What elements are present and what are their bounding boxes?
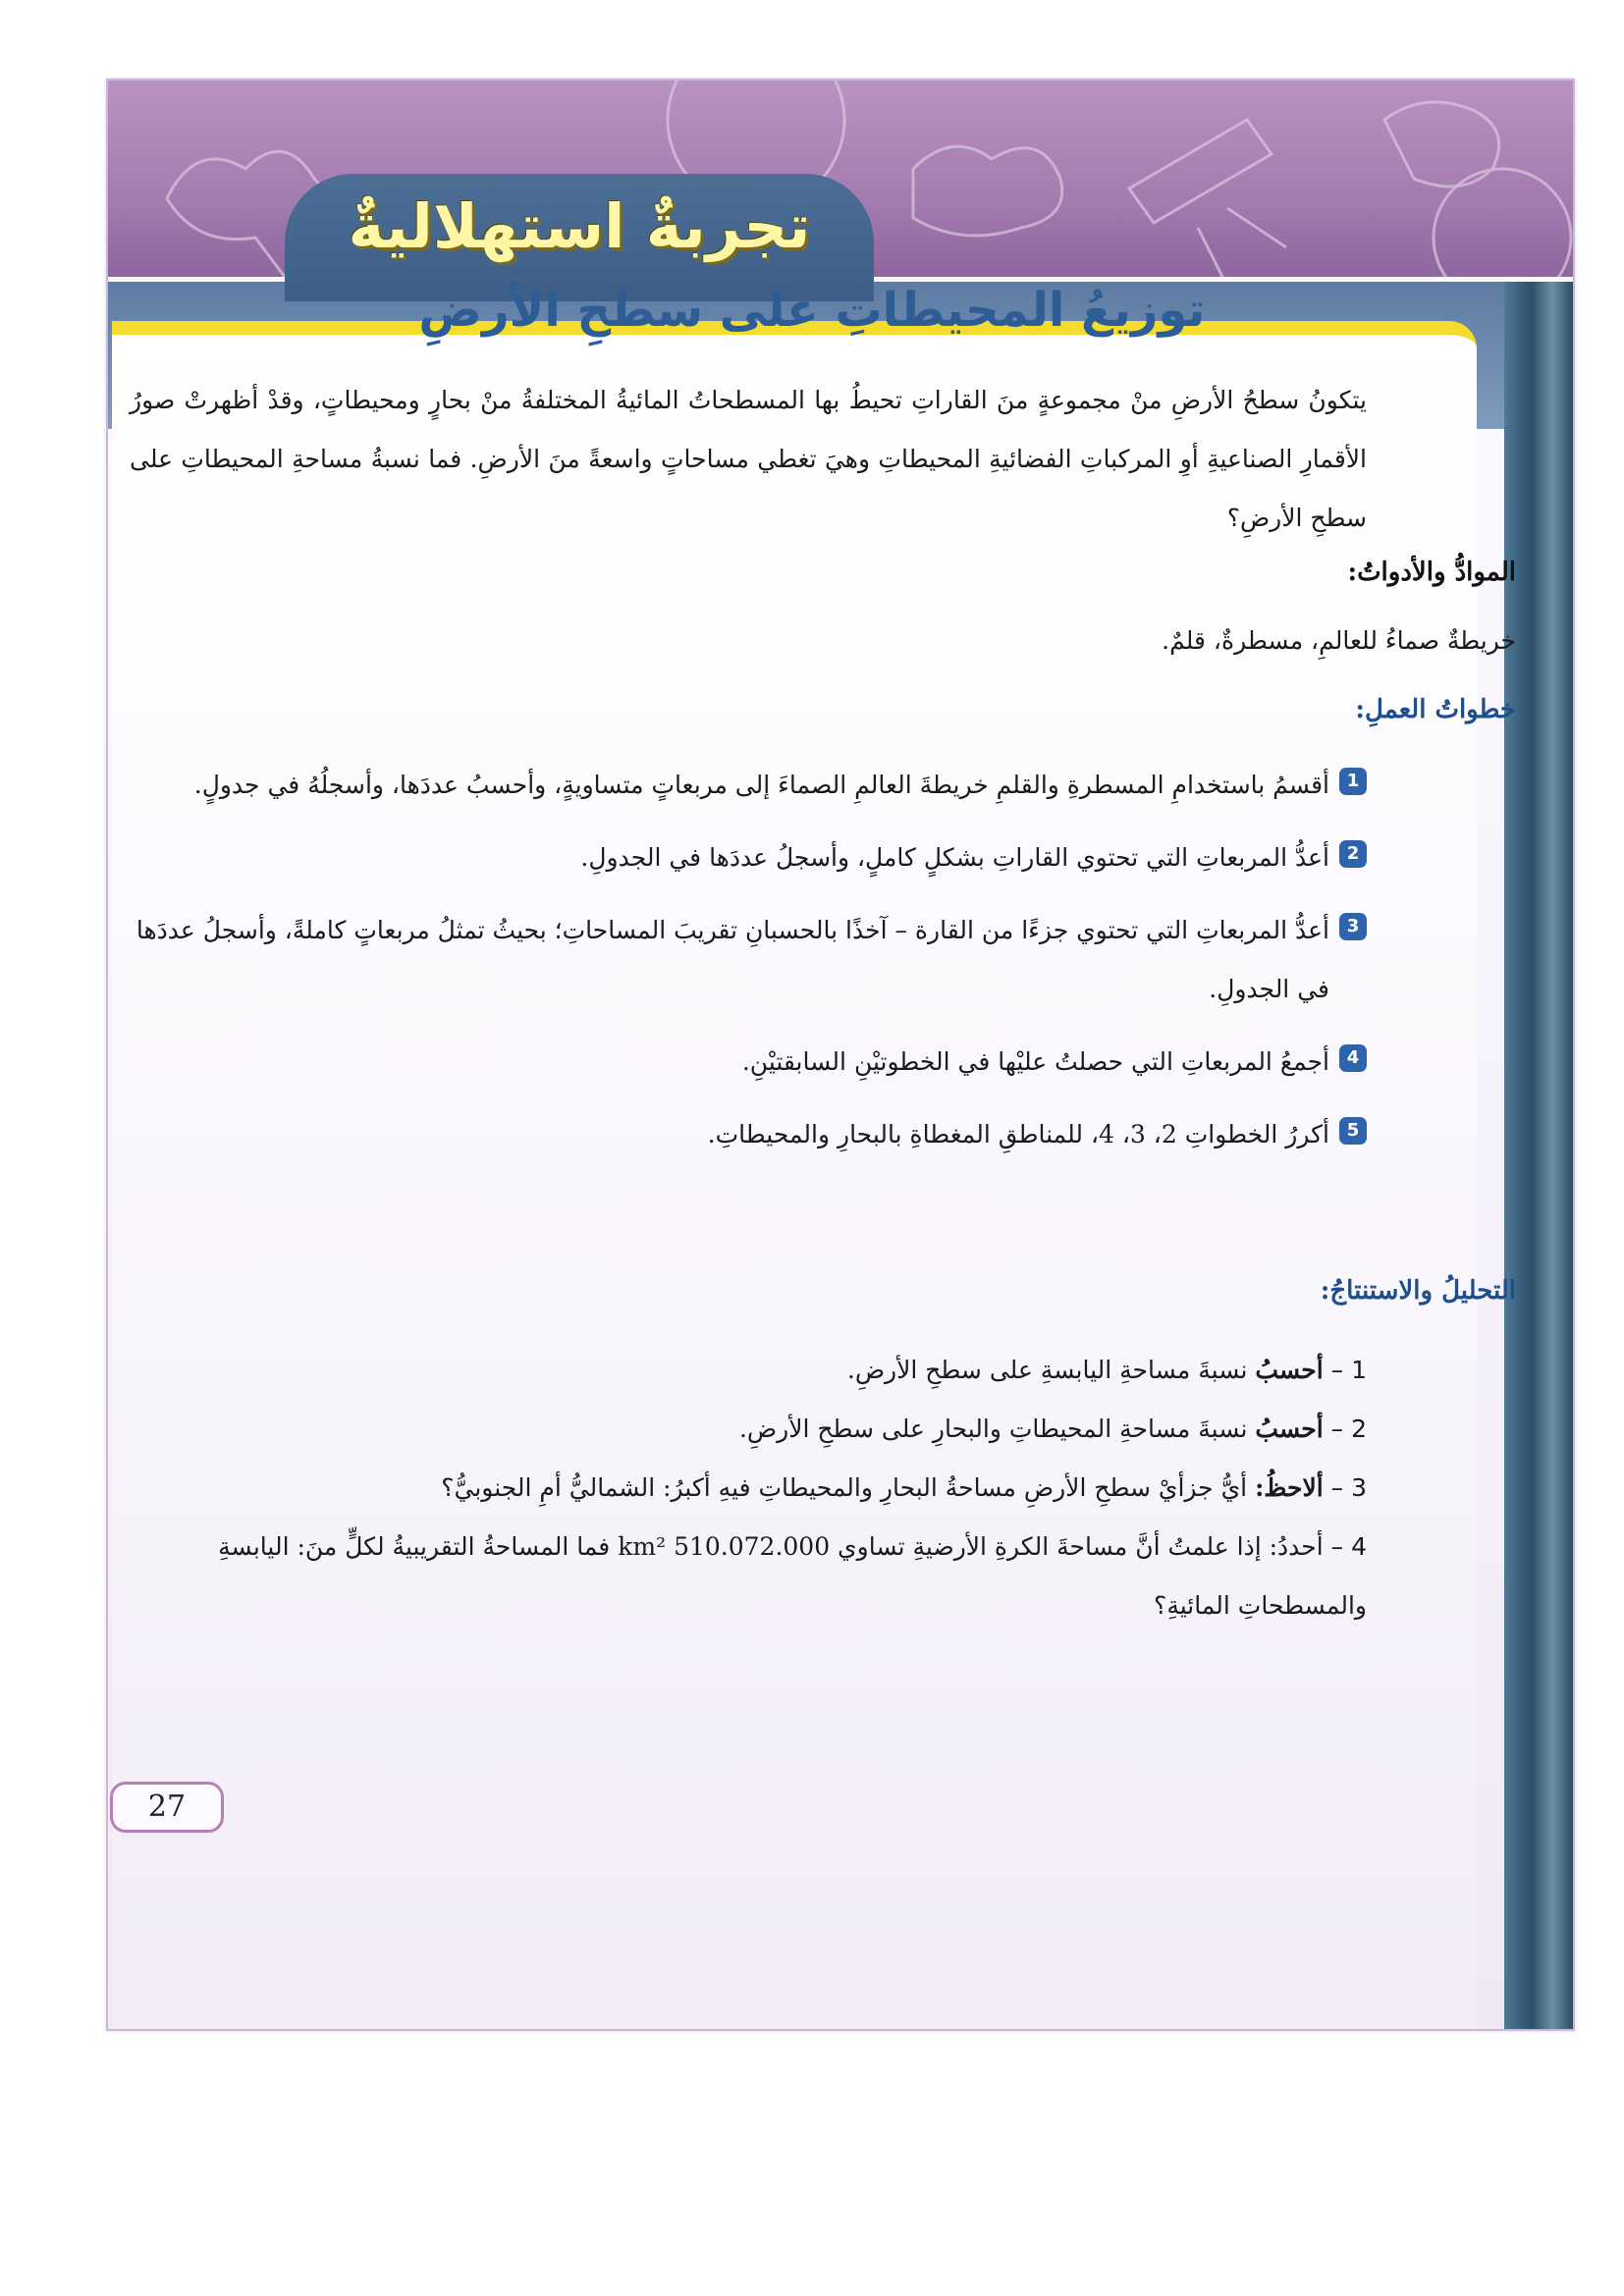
- steps-heading: خطواتُ العملِ:: [1355, 695, 1516, 724]
- question-item: [130, 1341, 1367, 1400]
- analysis-heading: التحليلُ والاستنتاجُ:: [1320, 1276, 1516, 1306]
- question-number: 1 –: [1330, 1356, 1367, 1384]
- step-number-badge: 2: [1339, 840, 1367, 868]
- materials-heading: الموادُّ والأدواتُ:: [1347, 558, 1516, 587]
- intro-paragraph: يتكونُ سطحُ الأرضِ منْ مجموعةٍ منَ القاراتِ تحيطُ بها المسطحاتُ المائيةُ المختلفةُ منْ بحارٍ ومحيطاتٍ، وقدْ أظهرتْ صورُ الأقمارِ الصناعيةِ أوِ المركباتِ الفضائيةِ المحيطاتِ وهيَ تغطي مساحاتٍ واسعةً منَ الأرضِ. فما نسبةُ مساحةِ المحيطاتِ على سطحِ الأرضِ؟: [130, 386, 1367, 532]
- step-number-badge: 5: [1339, 1117, 1367, 1145]
- question-number: 4 –: [1330, 1532, 1367, 1561]
- step-item: [130, 828, 1367, 887]
- question-number: 2 –: [1330, 1415, 1367, 1443]
- question-number: 3 –: [1330, 1473, 1367, 1502]
- question-text: نسبةَ مساحةِ المحيطاتِ والبحارِ على سطحِ الأرضِ.: [738, 1415, 1248, 1443]
- ocean-photo-edge: [1504, 282, 1573, 2029]
- question-item: [130, 1459, 1367, 1518]
- step-text: أجمعُ المربعاتِ التي حصلتُ عليْها في الخطوتيْنِ السابقتيْنِ.: [741, 1047, 1329, 1076]
- page-number: 27: [110, 1782, 224, 1833]
- question-text: أحددُ: إذا علمتُ أنَّ مساحةَ الكرةِ الأرضيةِ تساوي 510.072.000 km² فما المساحةُ التقريبيةُ لكلٍّ منَ: اليابسةِ والمسطحاتِ المائيةِ؟: [218, 1532, 1367, 1620]
- question-item: [130, 1518, 1367, 1635]
- cloud-icon: [913, 146, 1062, 236]
- step-item: [130, 1105, 1367, 1164]
- step-text: أقسمُ باستخدامِ المسطرةِ والقلمِ خريطةَ العالمِ الصماءَ إلى مربعاتٍ متساويةٍ، وأحسبُ عددَها، وأسجلُهُ في جدولٍ.: [193, 771, 1329, 799]
- step-number-badge: 1: [1339, 768, 1367, 795]
- lesson-title: توزيعُ المحيطاتِ على سطحِ الأرضِ: [418, 283, 1206, 338]
- question-verb: أحسبُ: [1255, 1356, 1324, 1384]
- telescope-icon: [1129, 120, 1286, 277]
- step-item: [130, 756, 1367, 815]
- step-item: [130, 1033, 1367, 1092]
- question-item: [130, 1400, 1367, 1459]
- step-text: أكررُ الخطواتِ 2، 3، 4، للمناطقِ المغطاةِ بالبحارِ والمحيطاتِ.: [707, 1120, 1329, 1148]
- analysis-questions: [130, 1341, 1367, 1635]
- question-verb: ألاحظُ:: [1255, 1473, 1324, 1502]
- step-number-badge: 4: [1339, 1044, 1367, 1072]
- experiment-title: تجربةٌ استهلاليةٌ: [348, 190, 811, 262]
- step-text: أعدُّ المربعاتِ التي تحتوي القاراتِ بشكلٍ كاملٍ، وأسجلُ عددَها في الجدولِ.: [580, 843, 1329, 872]
- step-number-badge: 3: [1339, 913, 1367, 940]
- question-text: أيُّ جزأيْ سطحِ الأرضِ مساحةُ البحارِ والمحيطاتِ فيهِ أكبرُ: الشماليُّ أمِ الجنوبيُّ؟: [441, 1473, 1248, 1502]
- materials-text: خريطةٌ صماءُ للعالمِ، مسطرةٌ، قلمٌ.: [1162, 626, 1516, 655]
- step-item: [130, 901, 1367, 1019]
- cloud-icon: [1384, 102, 1499, 187]
- question-verb: أحسبُ: [1255, 1415, 1324, 1443]
- steps-list: [130, 756, 1367, 1178]
- step-text: أعدُّ المربعاتِ التي تحتوي جزءًا من القارة – آخذًا بالحسبانِ تقريبَ المساحاتِ؛ بحيثُ تمثلُ مربعاتٍ كاملةً، وأسجلُ عددَها في الجدولِ.: [135, 916, 1329, 1003]
- question-text: نسبةَ مساحةِ اليابسةِ على سطحِ الأرضِ.: [846, 1356, 1248, 1384]
